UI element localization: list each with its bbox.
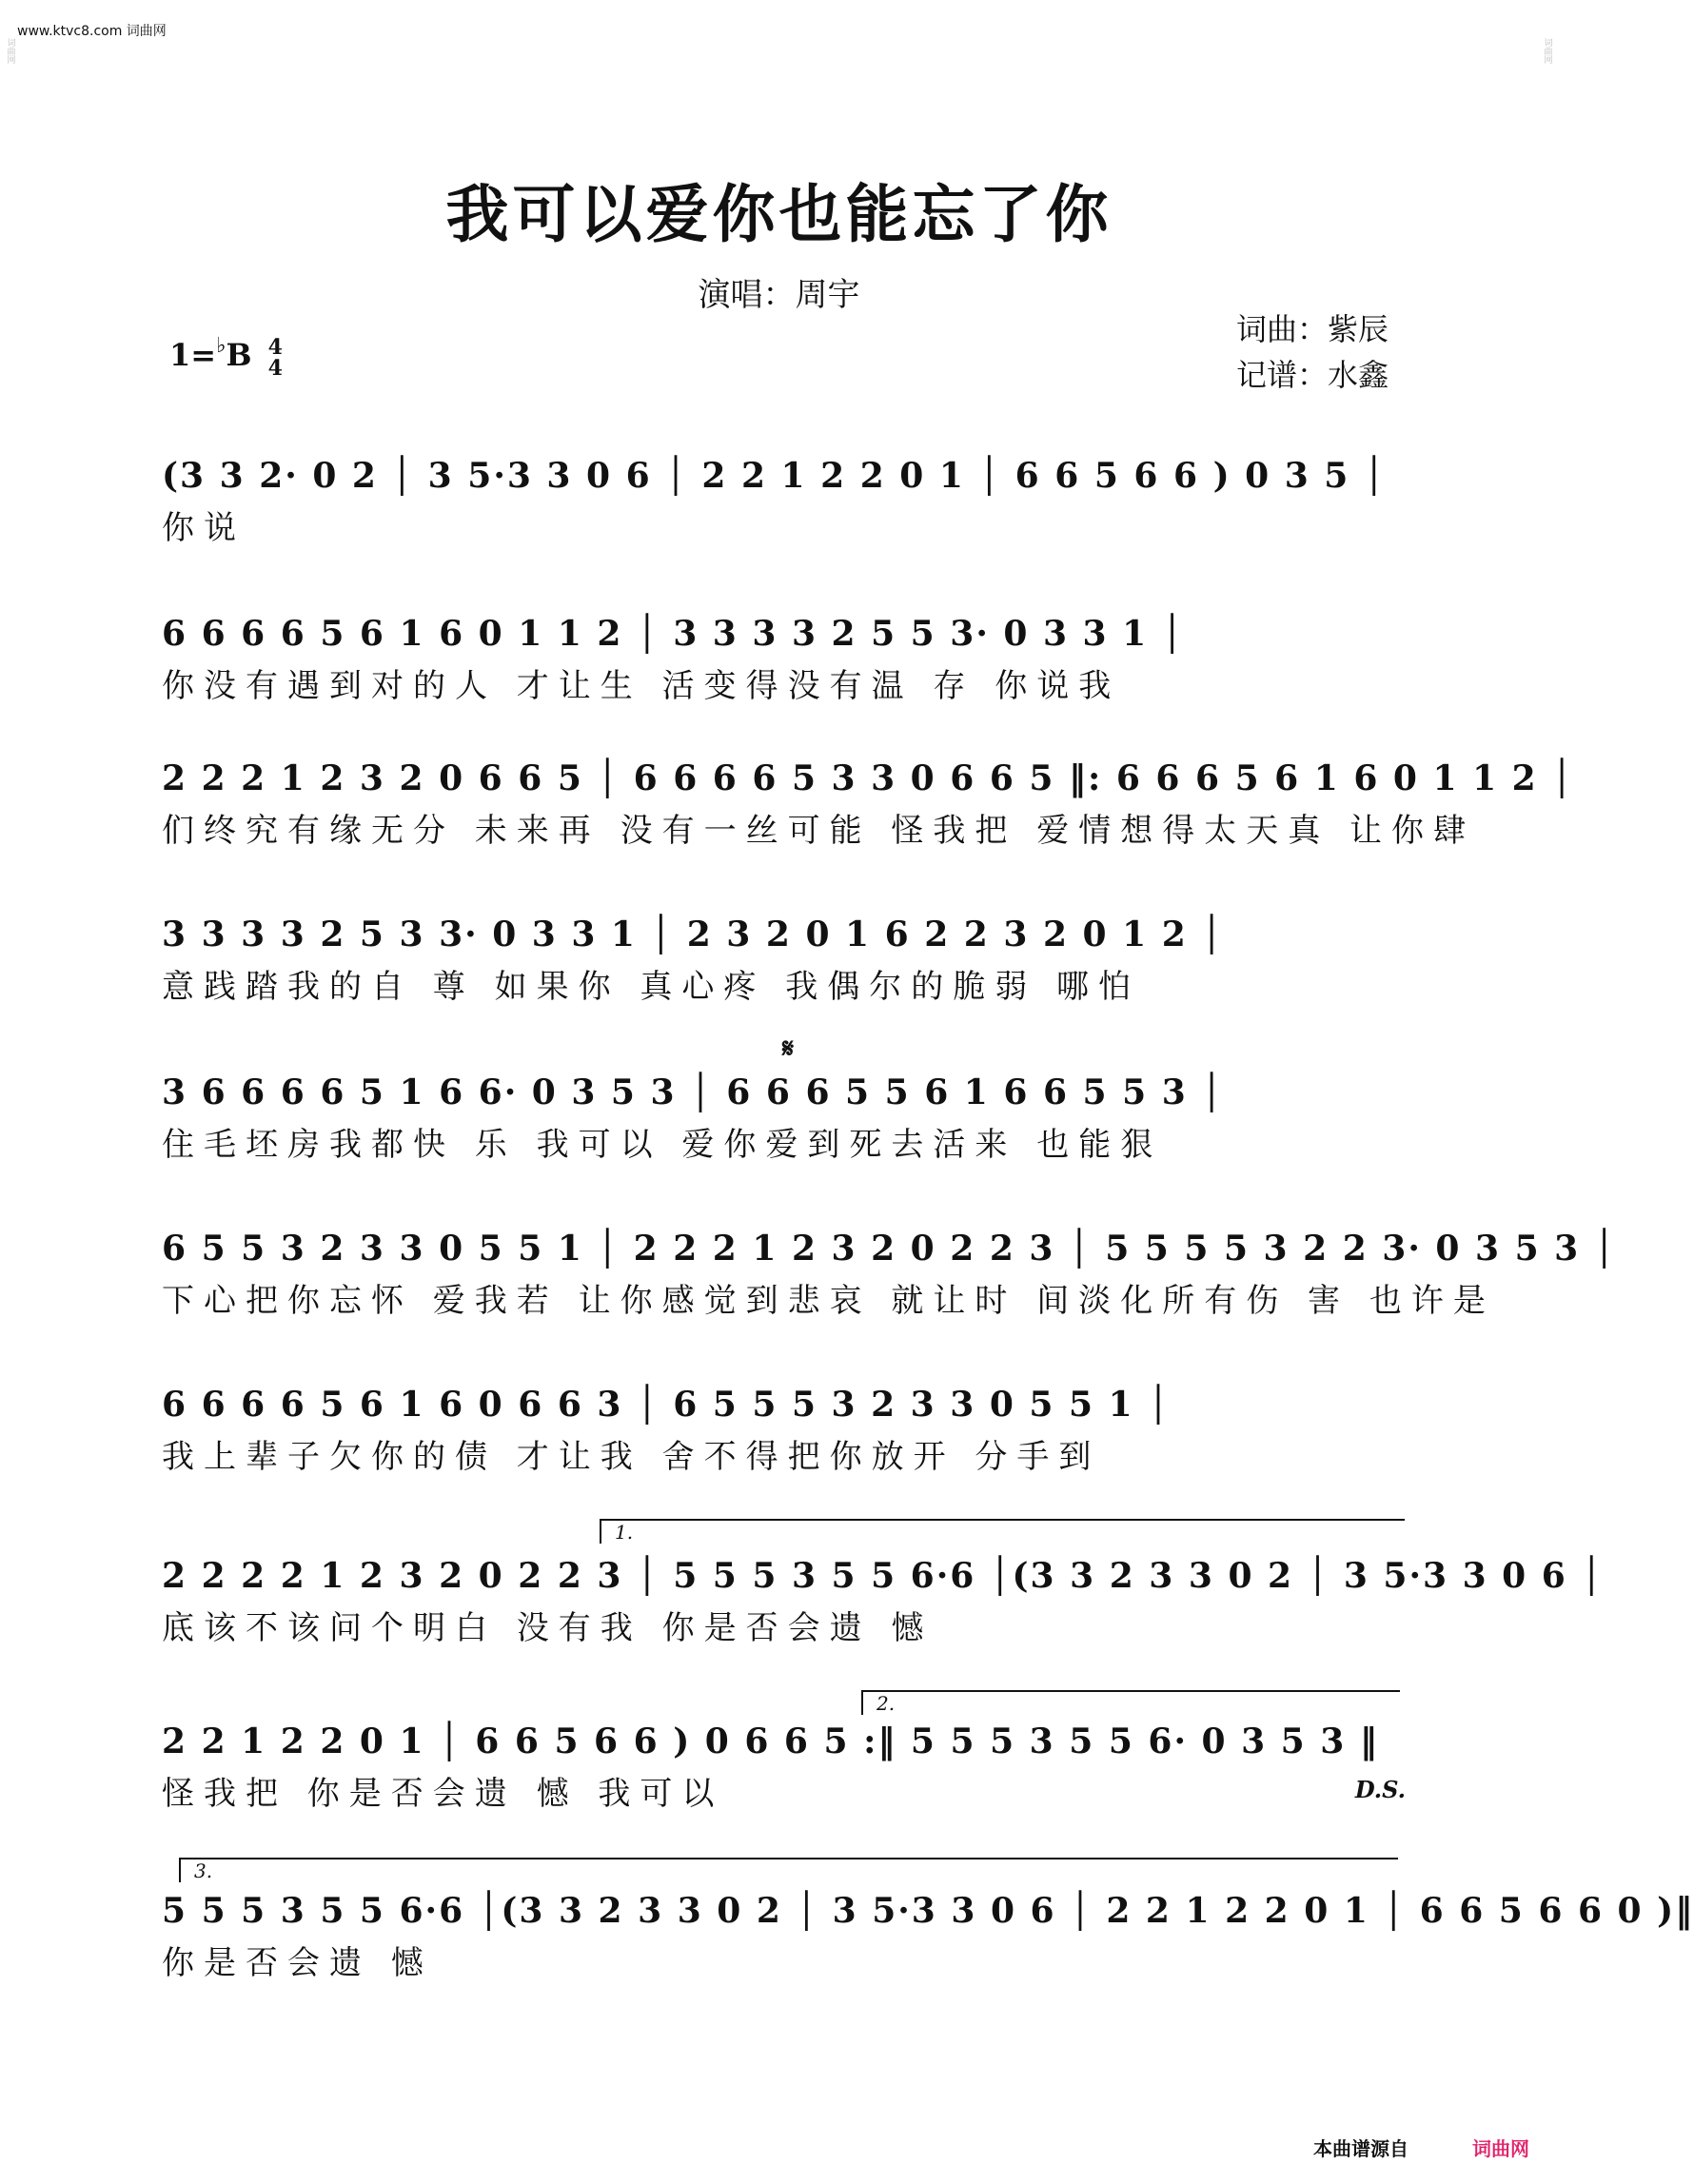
score-line-1 [162,447,1399,552]
key-tonic: 1= [169,337,217,373]
notation: 6 5 5 3 2 3 3 0 5 5 1 │ 2 2 2 1 2 3 2 0 2 2 3 │ 5 5 5 5 3 2 2 3· 0 3 5 3 │ [162,1229,1617,1269]
lyrics: 你说 [162,509,246,547]
lyrics: 下心把你忘怀 爱我若 让你感觉到悲哀 就让时 间淡化所有伤 害 也许是 [162,1282,1495,1320]
key-signature [169,333,283,379]
side-watermark: 词曲网 [1542,38,1552,64]
lyrics: 我上辈子欠你的债 才让我 舍不得把你放开 分手到 [162,1438,1101,1476]
flat-sign: ♭ [216,333,227,358]
lyrics: 意践踏我的自 尊 如果你 真心疼 我偶尔的脆弱 哪怕 [162,968,1141,1006]
credits-block [1236,306,1389,398]
volta-bracket-2: 2. [861,1690,1400,1715]
lyrics: 你没有遇到对的人 才让生 活变得没有温 存 你说我 [162,667,1121,705]
notation: 2 2 2 1 2 3 2 0 6 6 5 │ 6 6 6 6 5 3 3 0 6 6 5 ‖: 6 6 6 5 6 1 6 0 1 1 2 │ [162,758,1574,798]
score-line-5 [162,1064,1399,1169]
notation: 3 6 6 6 6 5 1 6 6· 0 3 5 3 │ 6 6 6 5 5 6 1 6 6 5 5 3 │ [162,1072,1224,1112]
notation: 3 3 3 3 2 5 3 3· 0 3 3 1 │ 2 3 2 0 1 6 2 2 3 2 0 1 2 │ [162,915,1224,954]
left-watermark-strip [2,38,19,2146]
score-line-6 [162,1220,1617,1325]
score-line-8 [162,1547,1605,1652]
song-title: 我可以爱你也能忘了你 [445,177,1113,251]
notation: 2 2 2 2 1 2 3 2 0 2 2 3 │ 5 5 5 3 5 5 6·6 │(3 3 2 3 3 0 2 │ 3 5·3 3 0 6 │ [162,1556,1605,1596]
footer-source-text: 本曲谱源自 [1313,2137,1409,2160]
score-line-9 [162,1713,1399,1818]
lyrics: 底该不该问个明白 没有我 你是否会遗 憾 [162,1609,934,1647]
transcriber: 记谱：水鑫 [1235,357,1389,393]
score-line-10 [162,1882,1694,1987]
score-line-3 [162,750,1574,855]
score-line-7 [162,1376,1399,1481]
singer-credit: 演唱：周宇 [698,276,860,314]
right-watermark-strip [1539,38,1556,2146]
lyricist-composer: 词曲：紫辰 [1235,311,1389,347]
footer-source [1313,2134,1529,2161]
notation: 6 6 6 6 5 6 1 6 0 6 6 3 │ 6 5 5 5 3 2 3 3 0 5 5 1 │ [162,1385,1171,1425]
footer-brand-link[interactable]: 词曲网 [1472,2137,1529,2160]
notation: 6 6 6 6 5 6 1 6 0 1 1 2 │ 3 3 3 3 2 5 5 3· 0 3 3 1 │ [162,614,1185,654]
ds-mark: D.S. [1354,1776,1406,1803]
lyrics: 住毛坯房我都快 乐 我可以 爱你爱到死去活来 也能狠 [162,1126,1163,1164]
lyrics: 们终究有缘无分 未来再 没有一丝可能 怪我把 爱情想得太天真 让你肆 [162,812,1476,850]
volta-bracket-3: 3. [179,1858,1398,1882]
site-header-url[interactable]: www.ktvc8.com 词曲网 [17,24,167,39]
time-signature [267,334,283,381]
notation: (3 3 2· 0 2 │ 3 5·3 3 0 6 │ 2 2 1 2 2 0 1 │ 6 6 5 6 6 ) 0 3 5 │ [162,456,1387,496]
notation: 2 2 1 2 2 0 1 │ 6 6 5 6 6 ) 0 6 6 5 :‖ 5 5 5 3 5 5 6· 0 3 5 3 ‖ [162,1722,1379,1761]
score-line-4 [162,906,1399,1011]
segno-mark: 𝄋 [782,1033,795,1064]
side-watermark: 词曲网 [5,38,15,64]
time-top: 4 [267,334,283,360]
score-line-2 [162,605,1399,710]
lyrics: 怪我把 你是否会遗 憾 我可以 [162,1775,724,1813]
lyrics: 你是否会遗 憾 [162,1944,433,1982]
volta-bracket-1: 1. [600,1519,1405,1544]
notation: 5 5 5 3 5 5 6·6 │(3 3 2 3 3 0 2 │ 3 5·3 3 0 6 │ 2 2 1 2 2 0 1 │ 6 6 5 6 6 0 )‖ [162,1891,1694,1931]
key-note: B [226,337,252,373]
time-bottom: 4 [267,355,283,381]
